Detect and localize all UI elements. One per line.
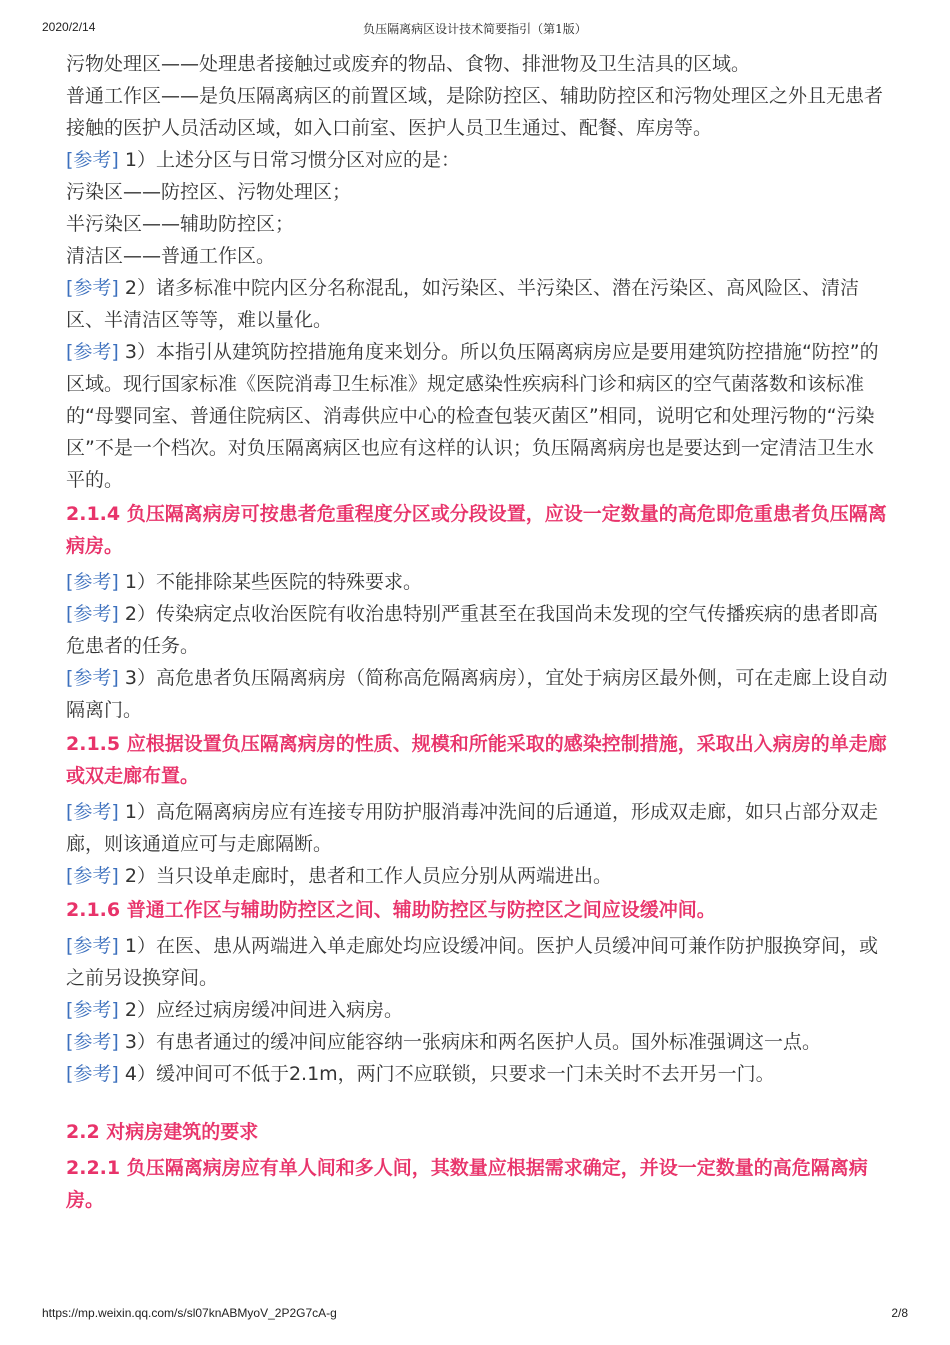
reference-tag: [参考] (66, 277, 119, 299)
reference-paragraph (66, 860, 888, 892)
reference-text: 1）不能排除某些医院的特殊要求。 (118, 571, 422, 593)
reference-paragraph (66, 272, 888, 336)
page-number: 2/8 (891, 1306, 908, 1320)
reference-paragraph (66, 1026, 888, 1058)
reference-paragraph (66, 994, 888, 1026)
reference-paragraph (66, 566, 888, 598)
reference-paragraph (66, 1058, 888, 1090)
reference-text: 2）诸多标准中院内区分名称混乱，如污染区、半污染区、潜在污染区、高风险区、清洁区、半清洁区等等，难以量化。 (66, 277, 859, 331)
reference-text: 1）高危隔离病房应有连接专用防护服消毒冲洗间的后通道，形成双走廊，如只占部分双走廊，则该通道应可与走廊隔断。 (66, 801, 878, 855)
print-date: 2020/2/14 (42, 20, 96, 34)
reference-text: 2）传染病定点收治医院有收治患特别严重甚至在我国尚未发现的空气传播疾病的患者即高危患者的任务。 (66, 603, 878, 657)
paragraph: 半污染区——辅助防控区； (66, 213, 295, 235)
clause-heading: 2.1.6 普通工作区与辅助防控区之间、辅助防控区与防控区之间应设缓冲间。 (66, 899, 716, 921)
clause-heading: 2.1.5 应根据设置负压隔离病房的性质、规模和所能采取的感染控制措施，采取出入病房的单走廊或双走廊布置。 (66, 733, 887, 787)
paragraph: 普通工作区——是负压隔离病区的前置区域，是除防控区、辅助防控区和污物处理区之外且无患者接触的医护人员活动区域，如入口前室、医护人员卫生通过、配餐、库房等。 (66, 85, 884, 139)
print-footer (0, 1306, 950, 1322)
reference-text: 2）当只设单走廊时，患者和工作人员应分别从两端进出。 (118, 865, 612, 887)
reference-paragraph (66, 144, 888, 176)
reference-tag: [参考] (66, 1063, 119, 1085)
reference-tag: [参考] (66, 801, 119, 823)
reference-paragraph (66, 336, 888, 496)
article-body (66, 48, 888, 1220)
reference-tag: [参考] (66, 999, 119, 1021)
print-header (0, 20, 950, 36)
reference-tag: [参考] (66, 1031, 119, 1053)
reference-tag: [参考] (66, 149, 119, 171)
reference-text: 3）本指引从建筑防控措施角度来划分。所以负压隔离病房应是要用建筑防控措施“防控”的区域。现行国家标准《医院消毒卫生标准》规定感染性疾病科门诊和病区的空气菌落数和该标准的“母婴同室、普通住院病区、消毒供应中心的检查包装灭菌区”相同，说明它和处理污物的“污染区”不是一个档次。对负压隔离病区也应有这样的认识；负压隔离病房也是要达到一定清洁卫生水平的。 (66, 341, 879, 491)
reference-paragraph (66, 598, 888, 662)
print-url: https://mp.weixin.qq.com/s/sl07knABMyoV_2P2G7cA-g (42, 1306, 337, 1320)
reference-tag: [参考] (66, 667, 119, 689)
reference-tag: [参考] (66, 603, 119, 625)
reference-tag: [参考] (66, 341, 119, 363)
reference-tag: [参考] (66, 571, 119, 593)
paragraph: 污染区——防控区、污物处理区； (66, 181, 352, 203)
reference-text: 1）上述分区与日常习惯分区对应的是： (118, 149, 460, 171)
reference-paragraph (66, 930, 888, 994)
reference-paragraph (66, 662, 888, 726)
print-title: 负压隔离病区设计技术简要指引（第1版） (363, 22, 587, 36)
reference-tag: [参考] (66, 865, 119, 887)
reference-paragraph (66, 796, 888, 860)
paragraph: 污物处理区——处理患者接触过或废弃的物品、食物、排泄物及卫生洁具的区域。 (66, 53, 751, 75)
clause-heading: 2.2.1 负压隔离病房应有单人间和多人间，其数量应根据需求确定，并设一定数量的高危隔离病房。 (66, 1157, 868, 1211)
reference-text: 2）应经过病房缓冲间进入病房。 (118, 999, 403, 1021)
reference-tag: [参考] (66, 935, 119, 957)
reference-text: 4）缓冲间可不低于2.1m，两门不应联锁，只要求一门未关时不去开另一门。 (118, 1063, 775, 1085)
section-heading: 2.2 对病房建筑的要求 (66, 1121, 259, 1143)
paragraph: 清洁区——普通工作区。 (66, 245, 276, 267)
clause-heading: 2.1.4 负压隔离病房可按患者危重程度分区或分段设置，应设一定数量的高危即危重患者负压隔离病房。 (66, 503, 887, 557)
reference-text: 3）有患者通过的缓冲间应能容纳一张病床和两名医护人员。国外标准强调这一点。 (118, 1031, 821, 1053)
reference-text: 1）在医、患从两端进入单走廊处均应设缓冲间。医护人员缓冲间可兼作防护服换穿间，或之前另设换穿间。 (66, 935, 878, 989)
reference-text: 3）高危患者负压隔离病房（简称高危隔离病房），宜处于病房区最外侧，可在走廊上设自动隔离门。 (66, 667, 888, 721)
